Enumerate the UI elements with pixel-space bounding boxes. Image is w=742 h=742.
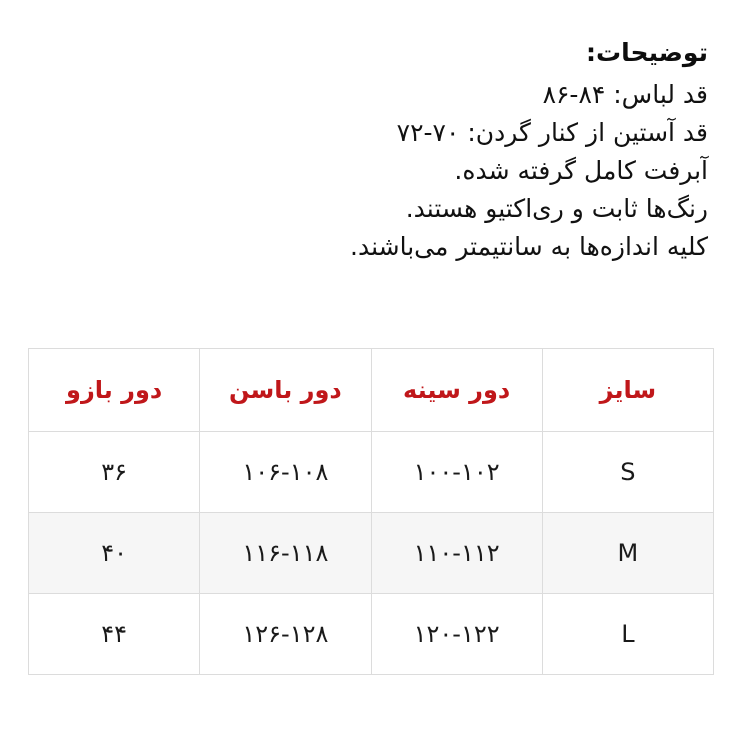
cell-size-l: L xyxy=(542,594,713,675)
size-table-wrapper xyxy=(28,348,714,675)
column-header-chest: دور سینه xyxy=(371,349,542,432)
column-header-arm: دور بازو xyxy=(29,349,200,432)
size-table-head xyxy=(29,349,714,432)
cell-hip-m: ۱۱۶-۱۱۸ xyxy=(200,513,371,594)
cell-size-s: S xyxy=(542,432,713,513)
table-row xyxy=(29,432,714,513)
column-header-hip: دور باسن xyxy=(200,349,371,432)
size-table xyxy=(28,348,714,675)
cell-hip-s: ۱۰۶-۱۰۸ xyxy=(200,432,371,513)
description-line-shrinkage: آبرفت کامل گرفته شده. xyxy=(454,155,708,185)
table-row xyxy=(29,594,714,675)
column-header-size: سایز xyxy=(542,349,713,432)
size-table-body xyxy=(29,432,714,675)
description-line-colorfast: رنگ‌ها ثابت و ری‌اکتیو هستند. xyxy=(405,193,708,223)
table-header-row xyxy=(29,349,714,432)
cell-chest-l: ۱۲۰-۱۲۲ xyxy=(371,594,542,675)
cell-hip-l: ۱۲۶-۱۲۸ xyxy=(200,594,371,675)
cell-arm-l: ۴۴ xyxy=(29,594,200,675)
table-row xyxy=(29,513,714,594)
description-block xyxy=(28,36,714,266)
description-line-units: کلیه اندازه‌ها به سانتیمتر می‌باشند. xyxy=(350,231,708,261)
cell-arm-s: ۳۶ xyxy=(29,432,200,513)
cell-chest-s: ۱۰۰-۱۰۲ xyxy=(371,432,542,513)
cell-arm-m: ۴۰ xyxy=(29,513,200,594)
description-title: توضیحات: xyxy=(586,38,708,67)
cell-chest-m: ۱۱۰-۱۱۲ xyxy=(371,513,542,594)
description-line-garment-length: قد لباس: ۸۴-۸۶ xyxy=(542,79,708,109)
description-line-sleeve-length: قد آستین از کنار گردن: ۷۰-۷۲ xyxy=(396,117,708,147)
cell-size-m: M xyxy=(542,513,713,594)
